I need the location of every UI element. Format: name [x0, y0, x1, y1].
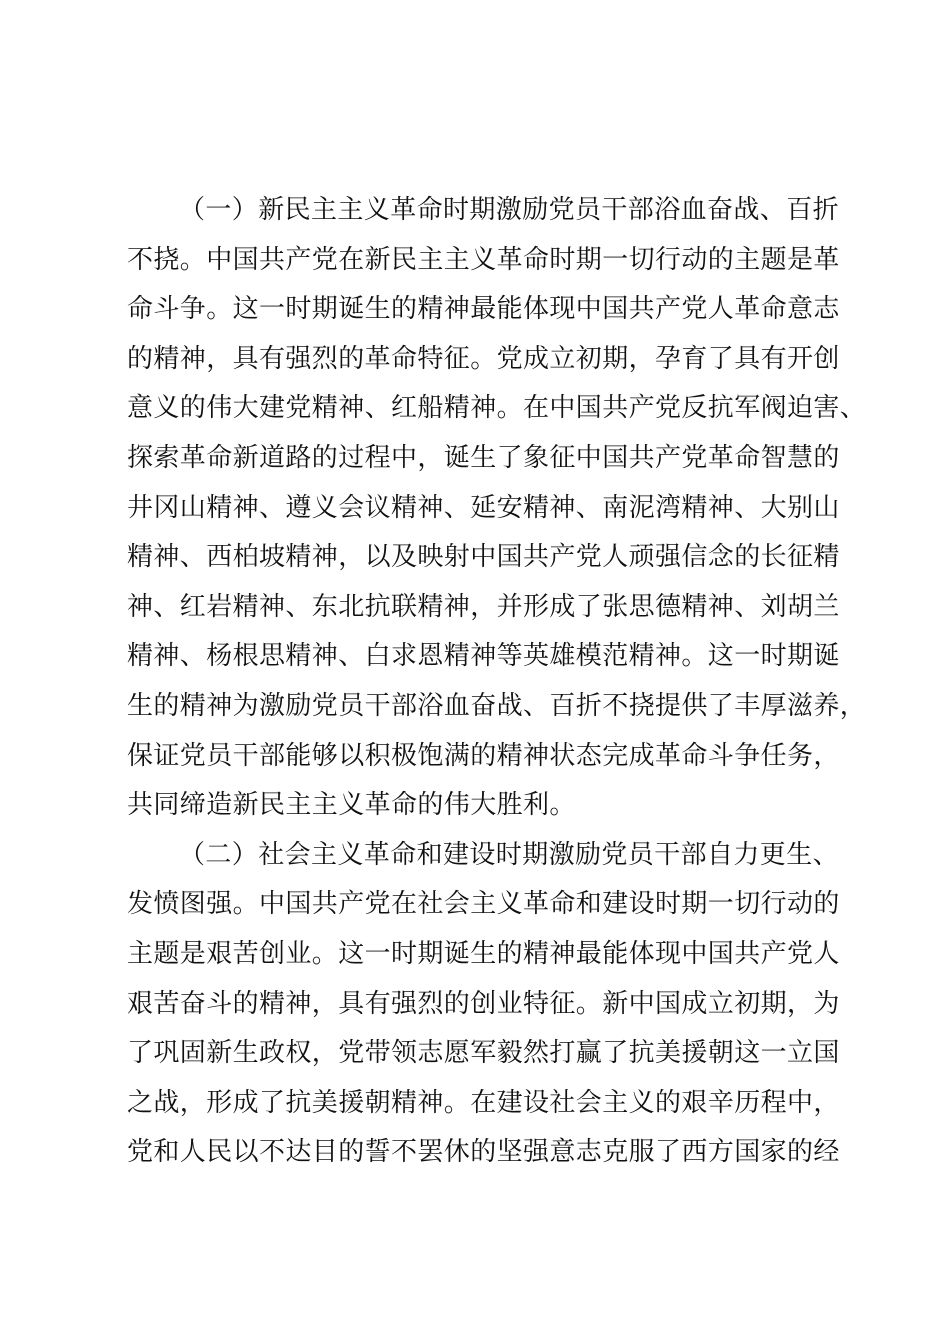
- paragraph-1: [127, 186, 867, 831]
- paragraph-line: 保证党员干部能够以积极饱满的精神状态完成革命斗争任务，: [127, 740, 840, 771]
- paragraph-line: 生的精神为激励党员干部浴血奋战、百折不挠提供了丰厚滋养，: [127, 690, 867, 721]
- paragraph-line: 发愤图强。中国共产党在社会主义革命和建设时期一切行动的: [127, 889, 840, 920]
- paragraph-line: （一）新民主主义革命时期激励党员干部浴血奋战、百折: [179, 195, 840, 225]
- paragraph-line: （二）社会主义革命和建设时期激励党员干部自力更生、: [179, 839, 840, 870]
- paragraph-line: 党和人民以不达目的誓不罢休的坚强意志克服了西方国家的经: [127, 1137, 840, 1168]
- paragraph-line: 不挠。中国共产党在新民主主义革命时期一切行动的主题是革: [127, 244, 840, 275]
- document-body: [127, 186, 867, 1178]
- paragraph-line: 井冈山精神、遵义会议精神、延安精神、南泥湾精神、大别山: [127, 492, 840, 523]
- paragraph-line: 了巩固新生政权，党带领志愿军毅然打赢了抗美援朝这一立国: [127, 1038, 840, 1069]
- paragraph-line: 的精神，具有强烈的革命特征。党成立初期，孕育了具有开创: [127, 343, 840, 374]
- paragraph-line: 精神、西柏坡精神，以及映射中国共产党人顽强信念的长征精: [127, 542, 840, 573]
- paragraph-line: 命斗争。这一时期诞生的精神最能体现中国共产党人革命意志: [127, 294, 840, 325]
- paragraph-2: [127, 831, 853, 1178]
- paragraph-line: 艰苦奋斗的精神，具有强烈的创业特征。新中国成立初期，为: [127, 988, 840, 1019]
- paragraph-line: 探索革命新道路的过程中，诞生了象征中国共产党革命智慧的: [127, 442, 840, 473]
- paragraph-line: 主题是艰苦创业。这一时期诞生的精神最能体现中国共产党人: [127, 938, 840, 969]
- paragraph-line: 意义的伟大建党精神、红船精神。在中国共产党反抗军阀迫害、: [127, 393, 867, 424]
- paragraph-line: 之战，形成了抗美援朝精神。在建设社会主义的艰辛历程中，: [127, 1087, 840, 1118]
- paragraph-line: 神、红岩精神、东北抗联精神，并形成了张思德精神、刘胡兰: [127, 591, 840, 622]
- paragraph-line: 共同缔造新民主主义革命的伟大胜利。: [127, 790, 576, 821]
- paragraph-line: 精神、杨根思精神、白求恩精神等英雄模范精神。这一时期诞: [127, 641, 840, 672]
